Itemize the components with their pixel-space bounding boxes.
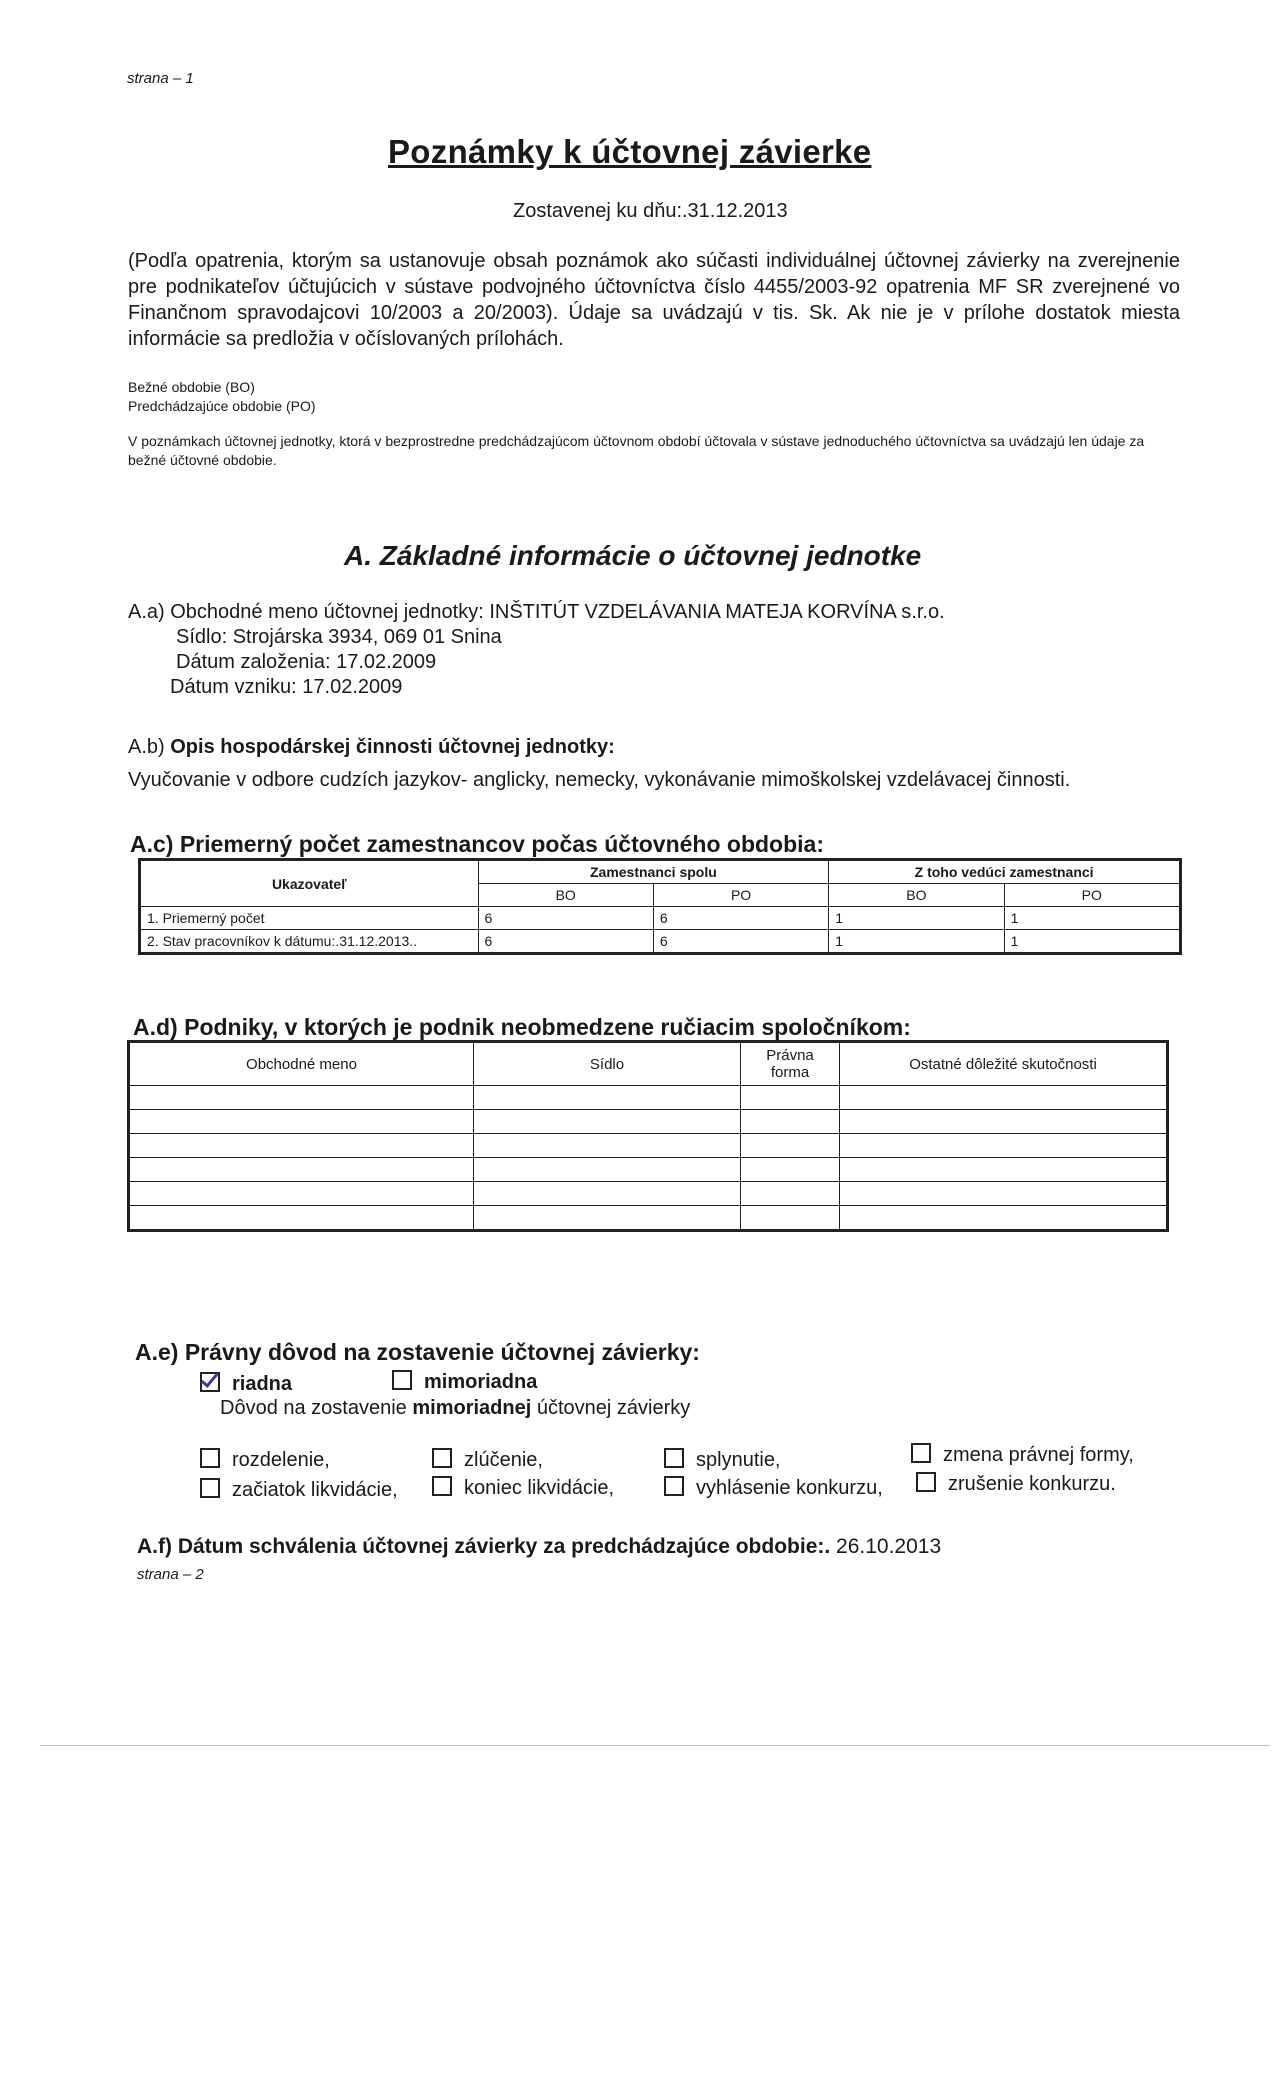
- table-row: [129, 1158, 1168, 1182]
- activity-heading: [128, 735, 615, 760]
- row-label: 2. Stav pracovníkov k dátumu:.31.12.2013..: [140, 930, 479, 954]
- col-indicator: Ukazovateľ: [140, 860, 479, 907]
- intro-paragraph: (Podľa opatrenia, ktorým sa ustanovuje obsah poznámok ako súčasti individuálnej účtovnej závierky na zverejnenie pre podnikateľov účtujúcich v sústave podvojného účtovníctva číslo 4455/2003-92 opatrenia MF SR zverejnené vo Finančnom spravodajcovi 10/2003 a 20/2003). Údaje sa uvádzajú v tis. Sk. Ak nie je v prílohe dostatok miesta informácie sa predložia v očíslovaných prílohách.: [128, 250, 1180, 350]
- checkbox-icon[interactable]: [392, 1370, 412, 1390]
- table-row: [129, 1086, 1168, 1110]
- checkbox-icon[interactable]: [200, 1448, 220, 1468]
- po-label: Predchádzajúce obdobie (PO): [128, 398, 316, 414]
- row-label: 1. Priemerný počet: [140, 907, 479, 930]
- checkbox-icon[interactable]: [911, 1443, 931, 1463]
- page-divider: [40, 1745, 1270, 1746]
- page-number-2: strana – 2: [137, 1566, 204, 1583]
- option-bankruptcy-cancelled[interactable]: zrušenie konkurzu.: [916, 1472, 1116, 1496]
- option-bankruptcy-declared[interactable]: vyhlásenie konkurzu,: [664, 1476, 883, 1500]
- page-title: Poznámky k účtovnej závierke: [388, 133, 872, 170]
- checkbox-icon[interactable]: [664, 1476, 684, 1496]
- col-managers: Z toho vedúci zamestnanci: [829, 860, 1181, 884]
- table-row: [129, 1206, 1168, 1231]
- col-name: Obchodné meno: [129, 1042, 474, 1086]
- seat-line: Sídlo: Strojárska 3934, 069 01 Snina: [176, 626, 502, 648]
- compiled-date: Zostavenej ku dňu:.31.12.2013: [513, 200, 788, 222]
- bo-label: Bežné obdobie (BO): [128, 379, 255, 395]
- col-form: Právna forma: [741, 1042, 840, 1086]
- established-line: Dátum vzniku: 17.02.2009: [170, 676, 403, 698]
- option-merger[interactable]: zlúčenie,: [432, 1448, 543, 1472]
- table-row: [129, 1182, 1168, 1206]
- partnerships-table: [127, 1040, 1169, 1232]
- cell-mgr-po: 1: [1004, 930, 1180, 954]
- checkbox-icon[interactable]: [664, 1448, 684, 1468]
- activity-prefix: A.b): [128, 736, 165, 758]
- checkbox-checked-icon[interactable]: [200, 1372, 220, 1392]
- col-mgr-bo: BO: [829, 884, 1004, 907]
- option-legal-form-change[interactable]: zmena právnej formy,: [911, 1443, 1134, 1467]
- activity-title: Opis hospodárskej činnosti účtovnej jednotky:: [170, 736, 615, 758]
- cell-total-bo: 6: [478, 930, 653, 954]
- option-extraordinary[interactable]: mimoriadna: [392, 1370, 537, 1394]
- col-other: Ostatné dôležité skutočnosti: [840, 1042, 1168, 1086]
- cell-total-po: 6: [653, 907, 828, 930]
- cell-total-bo: 6: [478, 907, 653, 930]
- founded-line: Dátum založenia: 17.02.2009: [176, 651, 437, 673]
- cell-mgr-bo: 1: [829, 930, 1004, 954]
- col-total: Zamestnanci spolu: [478, 860, 829, 884]
- option-division[interactable]: rozdelenie,: [200, 1448, 330, 1472]
- table-row: [140, 907, 1181, 930]
- legal-reason-heading: A.e) Právny dôvod na zostavenie účtovnej závierky:: [135, 1339, 700, 1365]
- col-seat: Sídlo: [474, 1042, 741, 1086]
- col-total-bo: BO: [478, 884, 653, 907]
- extraordinary-reason-label: Dôvod na zostavenie mimoriadnej účtovnej závierky: [220, 1397, 691, 1419]
- option-amalgamation[interactable]: splynutie,: [664, 1448, 781, 1472]
- activity-text: Vyučovanie v odbore cudzích jazykov- anglicky, nemecky, vykonávanie mimoškolskej vzdelávacej činnosti.: [128, 769, 1071, 791]
- table-row: [129, 1110, 1168, 1134]
- company-name-line: A.a) Obchodné meno účtovnej jednotky: INŠTITÚT VZDELÁVANIA MATEJA KORVÍNA s.r.o.: [128, 601, 945, 623]
- checkbox-icon[interactable]: [432, 1476, 452, 1496]
- checkbox-icon[interactable]: [200, 1478, 220, 1498]
- approval-date: 26.10.2013: [836, 1535, 942, 1558]
- checkbox-icon[interactable]: [916, 1472, 936, 1492]
- col-mgr-po: PO: [1004, 884, 1180, 907]
- option-regular[interactable]: riadna: [200, 1372, 292, 1396]
- approval-label: A.f) Dátum schválenia účtovnej závierky za predchádzajúce obdobie:.: [137, 1535, 831, 1558]
- partnerships-heading: A.d) Podniky, v ktorých je podnik neobmedzene ručiacim spoločníkom:: [133, 1014, 911, 1040]
- cell-total-po: 6: [653, 930, 828, 954]
- table-row: [140, 930, 1181, 954]
- col-total-po: PO: [653, 884, 828, 907]
- approval-date-line: [137, 1535, 941, 1559]
- employees-heading: A.c) Priemerný počet zamestnancov počas účtovného obdobia:: [130, 831, 824, 857]
- table-row: [129, 1134, 1168, 1158]
- cell-mgr-bo: 1: [829, 907, 1004, 930]
- option-liquidation-end[interactable]: koniec likvidácie,: [432, 1476, 614, 1500]
- checkbox-icon[interactable]: [432, 1448, 452, 1468]
- cell-mgr-po: 1: [1004, 907, 1180, 930]
- employees-table: [138, 858, 1182, 955]
- note-paragraph: V poznámkach účtovnej jednotky, ktorá v bezprostredne predchádzajúcom účtovnom období účtovala v sústave jednoduchého účtovníctva sa uvádzajú len údaje za bežné účtovné obdobie.: [128, 433, 1145, 468]
- option-liquidation-start[interactable]: začiatok likvidácie,: [200, 1478, 398, 1502]
- page-number: strana – 1: [127, 70, 194, 87]
- section-a-heading: A. Základné informácie o účtovnej jednotke: [344, 540, 922, 571]
